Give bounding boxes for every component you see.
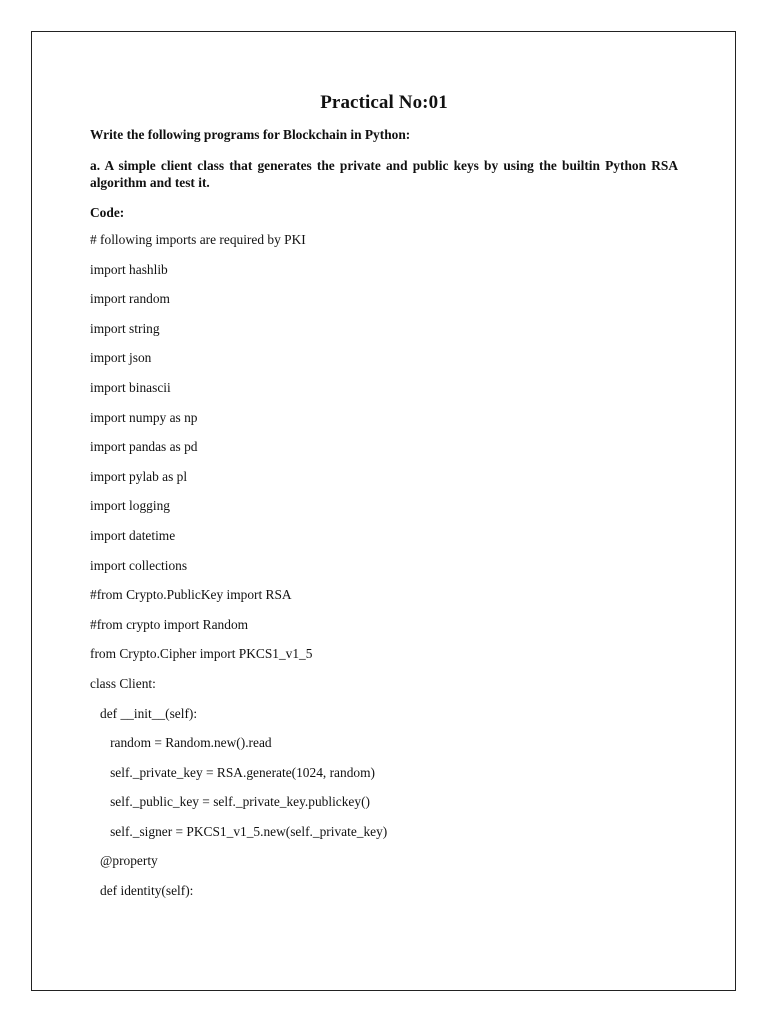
code-line: def identity(self): <box>90 883 194 899</box>
code-line: @property <box>90 853 158 869</box>
code-line: self._public_key = self._private_key.publickey() <box>90 794 370 810</box>
code-line: import datetime <box>90 527 176 543</box>
code-line: import pylab as pl <box>90 468 188 484</box>
code-line: def __init__(self): <box>90 705 198 721</box>
code-line: #from crypto import Random <box>90 616 249 632</box>
code-block <box>90 231 678 912</box>
code-line: self._signer = PKCS1_v1_5.new(self._private_key) <box>90 823 388 839</box>
document-body <box>90 92 678 912</box>
page-title: Practical No:01 <box>320 92 448 113</box>
code-line: import logging <box>90 498 170 514</box>
section-heading: Write the following programs for Blockchain in Python: <box>90 127 411 142</box>
code-line: self._private_key = RSA.generate(1024, random) <box>90 764 375 780</box>
code-line: import random <box>90 291 170 307</box>
code-line: random = Random.new().read <box>90 735 272 751</box>
question-text: a. A simple client class that generates the private and public keys by using the builtin Python RSA algorithm and test it. <box>90 158 678 190</box>
code-line: import pandas as pd <box>90 439 198 455</box>
code-line: import hashlib <box>90 261 168 277</box>
code-line: import collections <box>90 557 188 573</box>
code-line: from Crypto.Cipher import PKCS1_v1_5 <box>90 646 313 662</box>
code-line: import string <box>90 320 160 336</box>
code-line: import numpy as np <box>90 409 198 425</box>
code-line: #from Crypto.PublicKey import RSA <box>90 587 292 603</box>
code-label: Code: <box>90 205 125 220</box>
code-line: import binascii <box>90 379 171 395</box>
code-line: import json <box>90 350 152 366</box>
code-line: # following imports are required by PKI <box>90 232 306 247</box>
code-line: class Client: <box>90 675 156 691</box>
